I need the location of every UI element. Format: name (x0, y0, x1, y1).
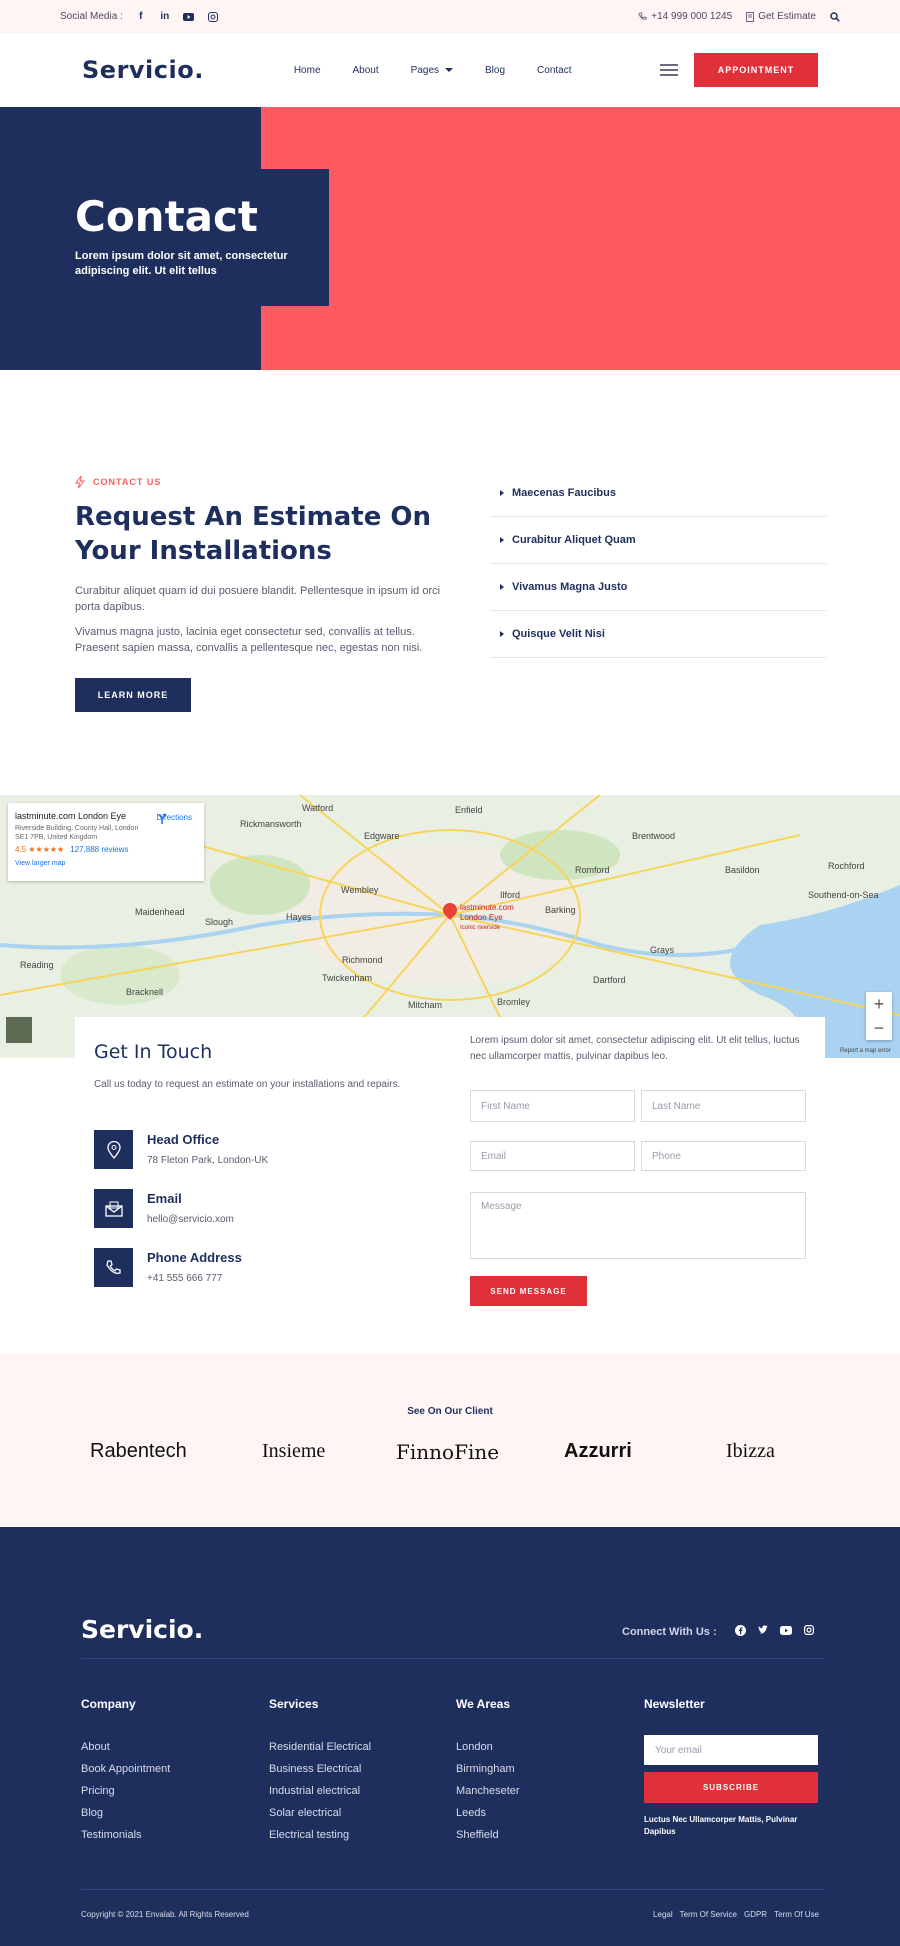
map-info-card (8, 803, 204, 881)
client-logo: FinnoFine (396, 1440, 500, 1464)
search-icon[interactable] (830, 12, 840, 22)
touch-intro: Call us today to request an estimate on your installations and repairs. (94, 1079, 401, 1090)
get-in-touch-card (75, 1017, 825, 1354)
estimate-title: Request An Estimate On Your Installations (75, 502, 431, 566)
facebook-icon[interactable] (734, 1624, 746, 1636)
client-logo: Ibizza (726, 1440, 775, 1462)
message-textarea[interactable]: Message (470, 1192, 806, 1259)
site-footer (0, 1527, 900, 1946)
phone-icon (94, 1248, 133, 1287)
social-label: Social Media : (60, 11, 123, 22)
head-office-text (147, 1130, 268, 1169)
footer-link[interactable]: Solar electrical (269, 1807, 342, 1819)
instagram-icon[interactable] (803, 1624, 815, 1636)
directions-label: Directions (156, 813, 192, 822)
clients-title: See On Our Client (407, 1406, 493, 1417)
accordion-label: Quisque Velit Nisi (512, 628, 605, 640)
areas-title: We Areas (456, 1697, 511, 1711)
directions-icon (156, 813, 168, 825)
client-logos (0, 1440, 900, 1470)
map-label: Enfield (455, 805, 483, 815)
document-icon (746, 12, 754, 22)
map-label: Bromley (497, 997, 531, 1007)
footer-logo[interactable]: Servicio. (81, 1615, 204, 1644)
footer-link[interactable]: Residential Electrical (269, 1741, 372, 1753)
map-label: Watford (302, 803, 334, 813)
map-label: Slough (205, 917, 234, 927)
map-label: Edgware (364, 831, 400, 841)
accordion-item[interactable] (490, 564, 826, 611)
eyebrow-label: CONTACT US (93, 477, 162, 487)
footer-divider (81, 1658, 825, 1659)
map-label: Richmond (342, 955, 383, 965)
estimate-paragraph-1: Curabitur aliquet quam id dui posuere blandit. Pellentesque in ipsum id orci porta dapibus. (75, 585, 441, 613)
youtube-icon[interactable] (183, 11, 195, 23)
client-logo: Rabentech (90, 1440, 187, 1462)
instagram-icon[interactable] (207, 11, 219, 23)
site-logo[interactable]: Servicio. (82, 56, 204, 84)
map-address: Riverside Building, County Hall, London SE1 7PB, United Kingdom (15, 825, 139, 841)
accordion-item[interactable] (490, 470, 826, 517)
main-nav (294, 65, 572, 76)
youtube-icon[interactable] (780, 1624, 792, 1636)
footer-link[interactable]: Book Appointment (81, 1763, 171, 1775)
top-estimate: Get Estimate (758, 11, 816, 22)
map-pin-label (460, 903, 530, 933)
email-value[interactable]: hello@servicio.xom (147, 1214, 234, 1225)
map-place-name: lastminute.com London Eye (15, 811, 127, 821)
map-label: Romford (575, 865, 610, 875)
estimate-link[interactable] (746, 11, 816, 22)
footer-link[interactable]: Sheffield (456, 1829, 499, 1841)
estimate-paragraph-2: Vivamus magna justo, lacinia eget consectetur sed, convallis at tellus. Praesent sapien massa, convallis a pellentesque nec, egestas non nisi. (75, 626, 423, 654)
legal-link[interactable]: Term Of Use (774, 1910, 819, 1919)
appointment-button[interactable]: APPOINTMENT (694, 53, 818, 87)
touch-title: Get In Touch (94, 1041, 213, 1063)
footer-services-col (269, 1697, 371, 1846)
directions-link[interactable] (156, 813, 192, 822)
hero-banner (0, 107, 900, 370)
phone-title: Phone Address (147, 1250, 242, 1265)
email-input[interactable]: Email (470, 1141, 635, 1171)
nav-home[interactable]: Home (293, 64, 321, 76)
estimate-section (0, 370, 900, 795)
footer-link[interactable]: Blog (81, 1807, 104, 1819)
legal-links (653, 1910, 819, 1919)
email-info (94, 1189, 234, 1228)
legal-link[interactable]: Term Of Service (679, 1910, 737, 1919)
client-logo: Insieme (262, 1440, 326, 1462)
nav-pages-label: Pages (410, 64, 440, 76)
footer-link[interactable]: Testimonials (81, 1829, 142, 1841)
pin-place: lastminute.com London Eye (460, 903, 514, 922)
lightning-icon (75, 476, 85, 488)
phone-input[interactable]: Phone (641, 1141, 806, 1171)
email-title: Email (147, 1191, 182, 1206)
map-label: Southend-on-Sea (808, 890, 879, 900)
phone-value[interactable]: +41 555 666 777 (147, 1273, 223, 1284)
map-label: Grays (650, 945, 675, 955)
top-contact (638, 11, 840, 22)
map-label: Bracknell (126, 987, 164, 997)
phone-link[interactable] (638, 11, 732, 22)
last-name-input[interactable]: Last Name (641, 1090, 806, 1122)
section-eyebrow (75, 476, 161, 488)
map-label: Ilford (500, 890, 521, 900)
head-office-title: Head Office (147, 1132, 220, 1147)
social-links (60, 11, 219, 23)
footer-link[interactable]: Mancheseter (456, 1785, 520, 1797)
view-larger-map-link[interactable]: View larger map (15, 860, 66, 867)
learn-more-button[interactable]: LEARN MORE (75, 678, 191, 712)
phone-icon (638, 12, 647, 21)
legal-link[interactable]: GDPR (743, 1910, 768, 1919)
map-zoom-control (866, 992, 892, 1040)
footer-link[interactable]: Industrial electrical (269, 1785, 361, 1797)
footer-link[interactable]: About (81, 1741, 110, 1753)
footer-company-col (81, 1697, 170, 1846)
client-logo: Azzurri (564, 1440, 632, 1462)
map-label: Twickenham (322, 973, 373, 983)
areas-links (456, 1736, 520, 1846)
clients-section (0, 1354, 900, 1527)
hero-subtitle: Lorem ipsum dolor sit amet, consectetur adipiscing elit. Ut elit tellus (75, 250, 288, 277)
map-label: Brentwood (632, 831, 676, 841)
newsletter-title: Newsletter (644, 1697, 705, 1711)
legal-link[interactable]: Legal (653, 1910, 673, 1919)
caret-right-icon (500, 537, 504, 543)
zoom-out-icon[interactable]: − (873, 1018, 885, 1038)
email-text (147, 1189, 234, 1228)
nav-about[interactable]: About (352, 64, 379, 76)
map-label: Basildon (725, 865, 760, 875)
accordion-item[interactable] (490, 517, 826, 564)
facebook-icon[interactable]: f (139, 11, 143, 22)
envelope-icon (94, 1189, 133, 1228)
accordion-label: Vivamus Magna Justo (512, 581, 628, 593)
zoom-in-icon[interactable]: + (873, 994, 885, 1014)
copyright: Copyright © 2021 Envalab. All Rights Reserved (81, 1910, 249, 1919)
accordion-label: Maecenas Faucibus (512, 487, 616, 499)
newsletter-note: Luctus Nec Ullamcorper Mattis, Pulvinar Dapibus (644, 1815, 798, 1836)
map-label: Dartford (593, 975, 626, 985)
chevron-down-icon (445, 68, 453, 72)
footer-areas-col (456, 1697, 520, 1846)
nav-pages[interactable] (411, 65, 453, 76)
map-label: Maidenhead (135, 907, 185, 917)
caret-right-icon (500, 631, 504, 637)
head-office-value: 78 Fleton Park, London-UK (147, 1155, 269, 1166)
map-report-link[interactable]: Report a map error (840, 1048, 891, 1054)
footer-link[interactable]: Electrical testing (269, 1829, 350, 1841)
accordion-item[interactable] (490, 611, 826, 658)
pin-subtitle: Iconic riverside (460, 925, 501, 931)
map-rating (15, 845, 197, 854)
map-label: Barking (545, 905, 576, 915)
menu-icon[interactable] (660, 64, 678, 76)
services-links (269, 1736, 371, 1846)
nav-contact[interactable]: Contact (537, 64, 572, 76)
faq-accordion (490, 470, 826, 658)
newsletter-email-input[interactable]: Your email (644, 1735, 818, 1765)
map-label: Rochford (828, 861, 865, 871)
phone-info (94, 1248, 242, 1287)
send-message-button[interactable]: SEND MESSAGE (470, 1276, 587, 1306)
head-office-info (94, 1130, 268, 1169)
accordion-label: Curabitur Aliquet Quam (512, 534, 636, 546)
subscribe-button[interactable]: SUBSCRIBE (644, 1772, 818, 1803)
connect-label: Connect With Us : (622, 1626, 717, 1638)
footer-link[interactable]: Birmingham (456, 1763, 515, 1775)
map-label: Reading (20, 960, 54, 970)
footer-link[interactable]: Leeds (456, 1807, 486, 1819)
footer-bottom-divider (81, 1889, 825, 1890)
map-label: Rickmansworth (240, 819, 302, 829)
footer-link[interactable]: Business Electrical (269, 1763, 362, 1775)
page-title: Contact (75, 192, 258, 241)
company-title: Company (81, 1697, 136, 1711)
contact-map-area (0, 795, 900, 1354)
footer-link[interactable]: London (456, 1741, 493, 1753)
footer-newsletter-col (644, 1697, 705, 1736)
caret-right-icon (500, 584, 504, 590)
nav-blog[interactable]: Blog (485, 64, 506, 76)
first-name-input[interactable]: First Name (470, 1090, 635, 1122)
reviews-link[interactable]: 127,888 reviews (70, 845, 129, 854)
main-header (0, 33, 900, 107)
map-label: Hayes (286, 912, 312, 922)
caret-right-icon (500, 490, 504, 496)
footer-link[interactable]: Pricing (81, 1785, 115, 1797)
map-label: Wembley (341, 885, 379, 895)
top-bar (0, 0, 900, 33)
form-intro: Lorem ipsum dolor sit amet, consectetur adipiscing elit. Ut elit tellus, luctus nec ullamcorper mattis, pulvinar dapibus leo. (470, 1035, 800, 1062)
twitter-icon[interactable] (757, 1624, 769, 1636)
services-title: Services (269, 1697, 319, 1711)
linkedin-icon[interactable]: in (160, 11, 170, 22)
top-phone: +14 999 000 1245 (651, 11, 733, 22)
footer-social (734, 1624, 815, 1636)
location-pin-icon (94, 1130, 133, 1169)
company-links (81, 1736, 170, 1846)
map-label: Mitcham (408, 1000, 443, 1010)
phone-text (147, 1248, 242, 1287)
rating-stars: 4.5 ★★★★★ (15, 845, 65, 854)
